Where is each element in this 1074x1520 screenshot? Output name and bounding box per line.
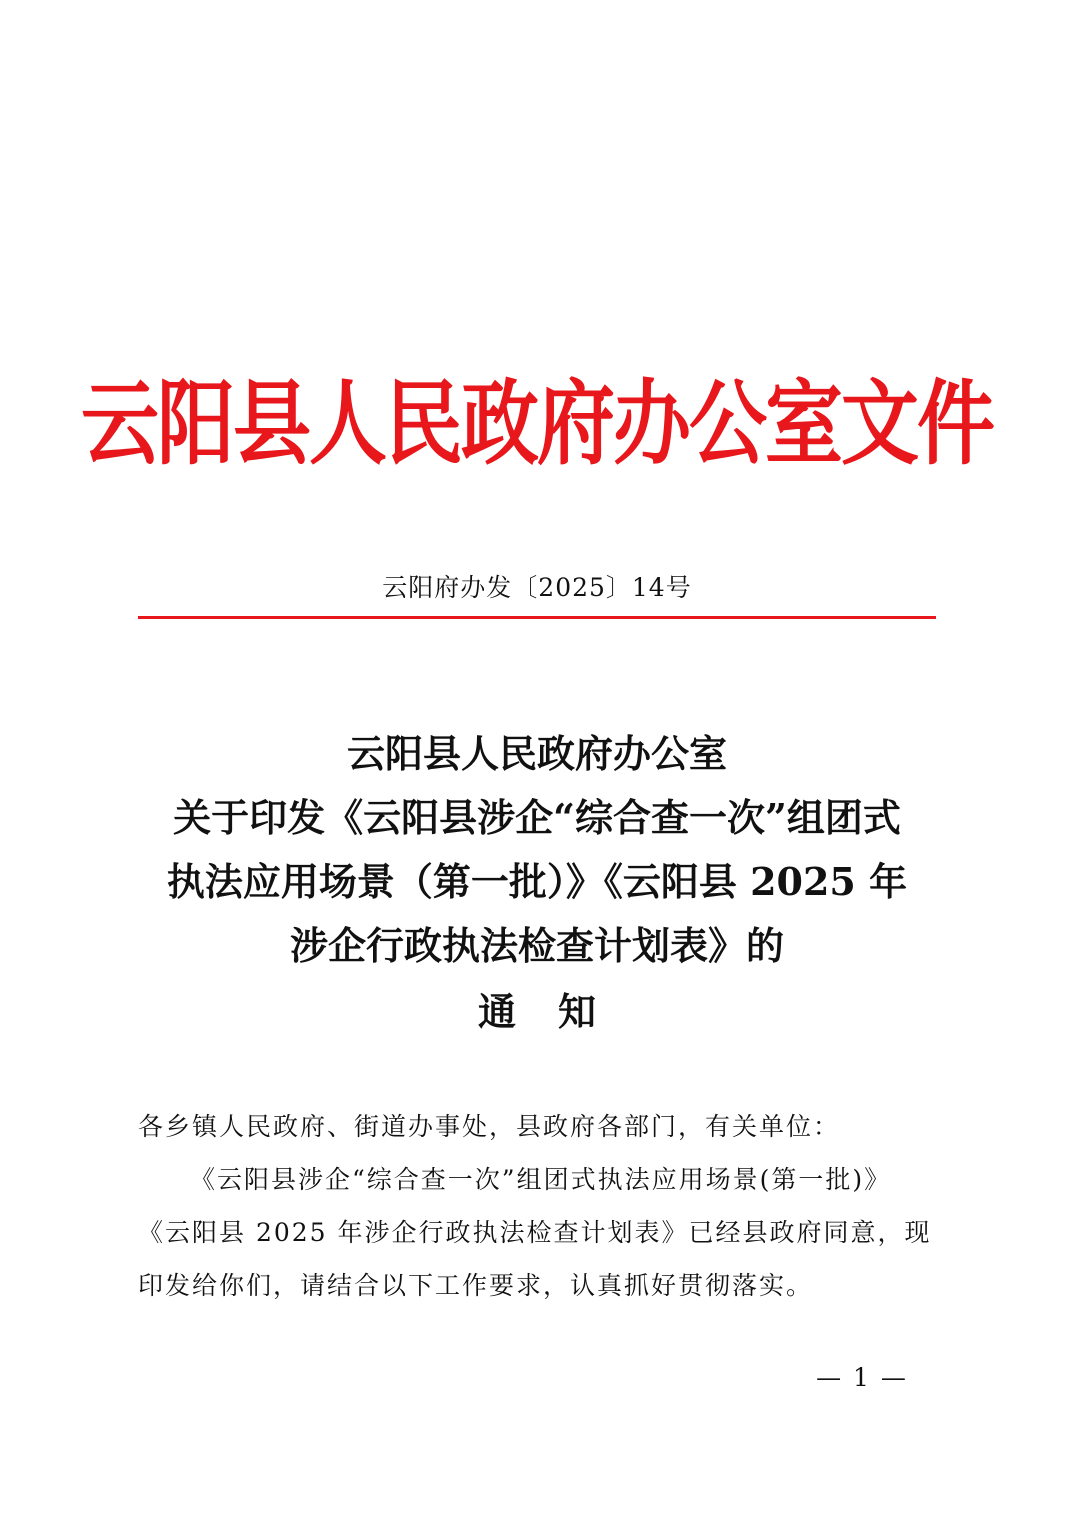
title-line: 云阳县人民政府办公室 bbox=[346, 731, 727, 776]
page-number: — 1 — bbox=[816, 1363, 908, 1392]
paragraph-line: 印发给你们，请结合以下工作要求，认真抓好贯彻落实。 bbox=[138, 1271, 814, 1300]
paragraph-line: 《云阳县涉企“综合查一次”组团式执法应用场景(第一批)》 bbox=[190, 1165, 892, 1194]
title-line: 执法应用场景（第一批）》《云阳县 2025 年 bbox=[166, 859, 908, 904]
salutation: 各乡镇人民政府、街道办事处，县政府各部门，有关单位： bbox=[138, 1112, 841, 1141]
red-divider bbox=[138, 616, 936, 619]
title-line: 关于印发《云阳县涉企“综合查一次”组团式 bbox=[173, 795, 901, 840]
title-notice: 通知 bbox=[477, 989, 638, 1034]
title-line: 涉企行政执法检查计划表》的 bbox=[289, 923, 784, 968]
masthead-title: 云阳县人民政府办公室文件 bbox=[80, 371, 993, 478]
body-text bbox=[138, 1100, 938, 1312]
document-number: 云阳府办发〔2025〕14号 bbox=[382, 573, 692, 602]
document-title bbox=[0, 722, 1074, 1046]
paragraph-line: 《云阳县 2025 年涉企行政执法检查计划表》已经县政府同意，现 bbox=[138, 1218, 932, 1247]
